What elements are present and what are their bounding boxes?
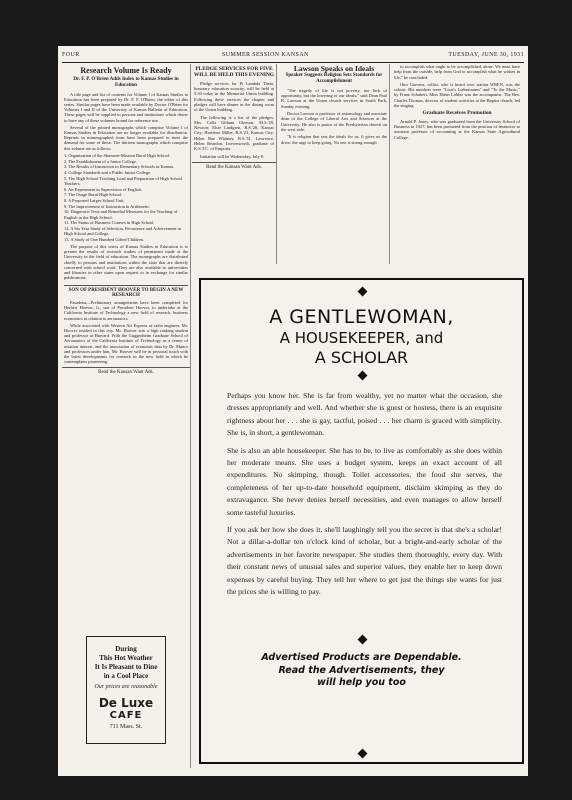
article-paragraph: While associated with Western Air Express as radio engineer, Mr. Hoover resided in this city. Mr. Hoover was a high ranking student and professor at Harvard. With the Guggenheim Graduate School of Aeronautics of the California Institute of Technology as a center of aviation interest, and the association of economic data by Dr. Munro and professors under him, Mr. Hoover will be in personal touch with the latest developments for research in the new field in which he contemplates pioneering. (64, 322, 188, 365)
want-ads-line: Read the Kansan Want Ads. (192, 162, 276, 170)
diamond-ornament-icon (358, 635, 368, 645)
ad-line: During (115, 645, 137, 653)
want-ads-line: Read the Kansan Want Ads. (62, 367, 190, 375)
article-deck-research: Dr. F. P. O'Brien Adds Index to Kansas Studies in Education (73, 77, 179, 88)
issue-date: TUESDAY, JUNE 30, 1931 (448, 52, 524, 58)
article-paragraph: Initiation will be Wednesday, July 8. (200, 153, 265, 159)
ad-line: in a Cool Place (103, 672, 149, 680)
list-item: 3. The Results of Instruction in Elementary Schools in Kansas. (64, 164, 175, 170)
ad-tagline-line: Read the Advertisements, they (278, 664, 445, 676)
article-paragraph: Doctor Lawson is professor of entomology and associate dean of the College of Liberal Arts and Sciences at the University. He also is pastor of the Presbyterian church on the west side. (281, 111, 387, 132)
list-item: 10. Diagnostic Tests and Remedial Measures for the Teaching of English in the High School. (64, 209, 178, 220)
ad-tagline-line: Advertised Products are Dependable. (261, 652, 462, 663)
list-item: 2. The Establishment of a Junior College. (64, 158, 137, 164)
column-lawson (279, 64, 390, 264)
page-number: FOUR (62, 52, 80, 58)
list-item: 9. The Improvement of Instruction in Arithmetic. (64, 203, 151, 209)
ad-cafe-label: CAFE (109, 710, 143, 721)
gentlewoman-advertisement (199, 278, 524, 764)
ad-tagline-line: will help you too (317, 677, 406, 688)
article-paragraph: Pledge services for Pi Lambda Theta, honorary education sorority, will be held at 5:30 today in the Memorial Union building. Following these services the chapter and pledges will have dinner in the dining room of the Union building. (194, 80, 274, 113)
list-item: 11. The Status of Business Courses in High School. (64, 220, 155, 226)
ad-headline (211, 306, 512, 368)
deluxe-cafe-ad (86, 636, 166, 744)
list-item: 12. A Six Year Study of Selection, Persistence and Achievement in High School and College. (64, 225, 181, 237)
list-item: 13. A Study of One Hundred Gifted Children. (64, 236, 145, 242)
article-paragraph: Otto Garvens, cellist, who is heard over station WREN, was the soloist. His numbers were "Liszt's Liebestraum" and "To the Music," by Franz Schubert. Miss Elden LaMar was the accompanist. The Rev. Charles Thomas, director of student activities at the Baptist church, led the singing. (394, 81, 520, 109)
ad-headline-line: A SCHOLAR (314, 348, 409, 367)
newspaper-page (58, 46, 528, 776)
list-item: 5. The High School Teaching Load and Preparation of High School Teachers. (64, 175, 183, 186)
ad-line: It Is Pleasant to Dine (94, 663, 158, 671)
article-title-pledge: PLEDGE SERVICES FOR FIVE WILL BE HELD THIS EVENING (193, 66, 275, 79)
article-title-research: Research Volume Is Ready (80, 66, 172, 75)
article-paragraph: to accomplish what ought to be accomplished, alone. We must have help from the outside, help from God to accomplish what he wishes in life," he concluded. (394, 64, 520, 80)
article-paragraph: "The tragedy of life is not poverty, nor lack of opportunity, but the lowering of our ideals," said Dean Paul B. Lawson at the Union church services in South Park, Sunday evening. (281, 87, 387, 109)
article-paragraph: The purpose of this series of Kansas Studies in Education is to present the results of research studies of permanent made at the University in the field of education. The monographs are distributed chiefly to persons and institutions within the state that are directly concerned with school work. They are also available to universities and libraries in other states upon request or in exchange for similar publications. (64, 244, 188, 281)
article-title-hoover: SON OF PRESIDENT HOOVER TO BEGIN A NEW RESEARCH (64, 285, 188, 298)
article-deck-lawson: Speaker Suggests Religion Sets Standards for Accomplishment (285, 73, 383, 85)
diamond-ornament-icon (358, 371, 368, 381)
article-paragraph: A title page and list of contents for Volume I of Kansas Studies in Education has been prepared by Dr. F. P. O'Brien, the editor of this series. Similar pages have been made available by Doctor O'Brien for Volumes I and II of the University of Kansas Bulletin of Education. These pages will be supplied to persons and institutions which desire to have any of these volumes bound for reference use. (64, 91, 188, 123)
ad-headline-line: A HOUSEKEEPER, and (279, 329, 444, 347)
diamond-ornament-icon (358, 287, 368, 297)
article-title-promotion: Graduate Receives Promotion (422, 110, 492, 117)
list-item: 8. A Proposed Larger School Unit. (64, 197, 125, 203)
ad-address: 711 Mass. St. (109, 724, 143, 730)
column-lawson-continued (392, 64, 522, 264)
ad-tagline (211, 652, 512, 690)
ad-paragraph: If you ask her how she does it, she'll laughingly tell you the secret is that she's a scholar! Not a dillar-a-dollar ten o'clock kind of scholar, but a bright-and-early scholar of the advertisements in her favorite newspaper. She studies them thoroughly, every day. With their constant news of unusual sales and superior values, they enable her to keep down expenses by careful buying. They tell her where to get just the things she wants for just the prices she is willing to pay. (227, 525, 502, 597)
article-paragraph: Pasadena—Preliminary arrangements have been completed for Herbert Hoover, Jr., son of President Hoover, to undertake at the California Institute of Technology a new field of research, business economics in relation to aeronautics. (64, 299, 188, 321)
article-paragraph: The following is a list of the pledges: Mrs. Celia Gilham Gleason, M.S.'29, Newton; Elsie Lindgren, B.S.'28, Kansas City; Hortense Miller, B.S.'23, Kansas City; Helen Rae Whitney, B.S.'31, Lawrence; Helen Reardon, Leavenworth, graduate of K.S.T.C. of Emporia. (194, 114, 274, 152)
article-paragraph: Arnold P. Jones, who was graduated from the University School of Business in 1927, has been promoted from the position of instructor to assistant professor of accounting at the Kansas State Agricultural College. (394, 118, 520, 140)
ad-paragraph: She is also an able housekeeper. She has to be, to live as comfortably as she does within her moderate means. She uses a budget system, keeps an exact account of all expenditures. No skimping, though. Toilet accessories, the food she serves, the completeness of her up-to-date household equipment, disclaim skimping as they do extravagance. She never denies herself necessities, and even manages to allow herself some tasteful luxuries. (227, 445, 502, 517)
diamond-ornament-icon (358, 749, 368, 759)
monograph-list (64, 153, 188, 242)
list-item: 7. The Osage Rural High School. (64, 192, 123, 198)
list-item: 6. An Experiment in Supervision of English. (64, 186, 143, 192)
newspaper-name: SUMMER SESSION KANSAN (222, 52, 309, 58)
article-paragraph: "It is religion that sets the ideals for us. It gives us the drive, the urge to keep going. No one is strong enough (281, 134, 387, 145)
list-item: 4. College Standards and a Public Junior College. (64, 169, 152, 175)
ad-paragraph: Perhaps you know her. She is far from wealthy, yet no matter what the occasion, she dresses appropriately and well. And whether she is guest or hostess, there is an exquisite rightness about her . . . she is gay, tactful, poised . . . her charm is graced with simplicity. She is, in short, a gentlewoman. (227, 391, 502, 438)
ad-brand-name: De Luxe (98, 696, 154, 710)
ad-body (227, 390, 502, 604)
article-title-lawson: Lawson Speaks on Ideals (293, 64, 375, 73)
ad-headline-line: A GENTLEWOMAN, (269, 306, 454, 328)
ad-line: This Hot Weather (99, 654, 153, 662)
page-header (62, 52, 524, 63)
article-paragraph: Several of the printed monographs which comprise Volume I of Kansas Studies in Education are no longer available for distribution. Reprints in mimeographed form have been prepared to meet the demand for some of these. The thirteen monographs which comprise this volume are as follows: (64, 124, 188, 151)
ad-prices-line: Our prices are reasonable (94, 684, 158, 690)
list-item: 1. Organization of the Shawnee-Mission Rural High School. (64, 152, 171, 158)
column-pledge-services (192, 64, 277, 264)
